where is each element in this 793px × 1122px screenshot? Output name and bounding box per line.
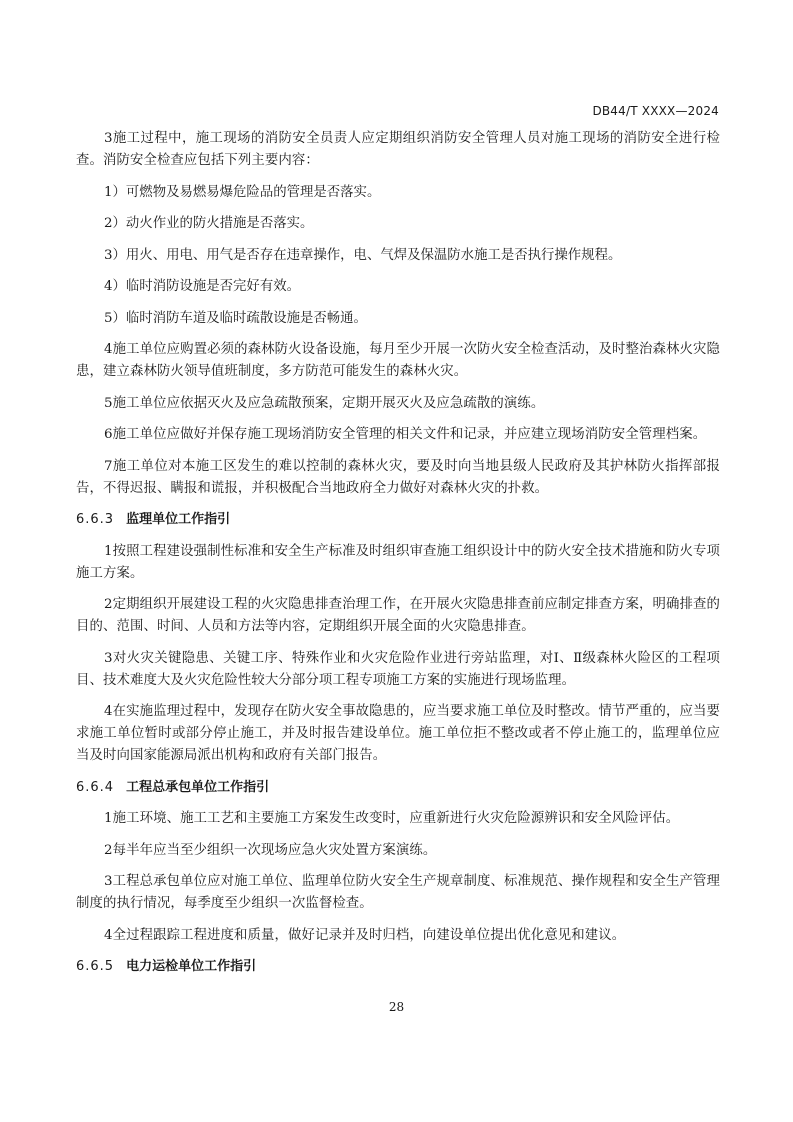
section-number: 6.6.4	[76, 779, 115, 795]
list-item: 5）临时消防车道及临时疏散设施是否畅通。	[104, 310, 367, 326]
section-heading	[76, 509, 720, 531]
document-body	[76, 128, 720, 988]
document-code: DB44/T XXXX—2024	[592, 104, 719, 118]
section-title: 工程总承包单位工作指引	[126, 779, 270, 795]
section-number: 6.6.5	[76, 959, 115, 974]
paragraph: 3对火灾关键隐患、关键工序、特殊作业和火灾危险作业进行旁站监理，对Ⅰ、Ⅱ级森林火险区的工程项目、技术难度大及火灾危险性较大分部分项工程专项施工方案的实施进行现场监理。	[76, 650, 720, 688]
section-title: 监理单位工作指引	[126, 512, 231, 527]
list-item: 3）用火、用电、用气是否存在违章操作，电、气焊及保温防水施工是否执行操作规程。	[104, 247, 622, 263]
paragraph: 4施工单位应购置必须的森林防火设备设施，每月至少开展一次防火安全检查活动，及时整治森林火灾隐患，建立森林防火领导值班制度，多方防范可能发生的森林火灾。	[76, 342, 720, 379]
paragraph: 6施工单位应做好并保存施工现场消防安全管理的相关文件和记录，并应建立现场消防安全管理档案。	[104, 427, 707, 442]
list-item: 2）动火作业的防火措施是否落实。	[104, 216, 314, 231]
paragraph: 1按照工程建设强制性标准和安全生产标准及时组织审查施工组织设计中的防火安全技术措施和防火专项施工方案。	[76, 543, 720, 581]
paragraph: 2每半年应当至少组织一次现场应急火灾处置方案演练。	[104, 842, 437, 858]
paragraph: 4全过程跟踪工程进度和质量，做好记录并及时归档，向建设单位提出优化意见和建议。	[104, 927, 626, 943]
paragraph: 7施工单位对本施工区发生的难以控制的森林火灾，要及时向当地县级人民政府及其护林防火指挥部报告，不得迟报、瞒报和谎报，并积极配合当地政府全力做好对森林火灾的扑救。	[76, 458, 720, 496]
paragraph: 3施工过程中，施工现场的消防安全员责人应定期组织消防安全管理人员对施工现场的消防安全进行检查。消防安全检查应包括下列主要内容：	[76, 131, 720, 168]
page-number: 28	[388, 1000, 405, 1014]
section-title: 电力运检单位工作指引	[126, 959, 257, 974]
list-item: 4）临时消防设施是否完好有效。	[104, 279, 300, 294]
paragraph: 1施工环境、施工工艺和主要施工方案发生改变时，应重新进行火灾危险源辨识和安全风险评估。	[104, 811, 680, 826]
section-heading	[76, 777, 720, 799]
paragraph: 2定期组织开展建设工程的火灾隐患排查治理工作，在开展火灾隐患排查前应制定排查方案，明确排查的目的、范围、时间、人员和方法等内容，定期组织开展全面的火灾隐患排查。	[76, 597, 720, 634]
paragraph: 5施工单位应依据灭火及应急疏散预案，定期开展灭火及应急疏散的演练。	[104, 395, 545, 411]
section-heading	[76, 956, 720, 978]
paragraph: 4在实施监理过程中，发现存在防火安全事故隐患的，应当要求施工单位及时整改。情节严重的，应当要求施工单位暂时或部分停止施工，并及时报告建设单位。施工单位拒不整改或者不停止施工的，监理单位应当及时向国家能源局派出机构和政府有关部门报告。	[76, 704, 720, 763]
section-number: 6.6.3	[76, 512, 115, 527]
list-item: 1）可燃物及易燃易爆危险品的管理是否落实。	[104, 184, 381, 200]
paragraph: 3工程总承包单位应对施工单位、监理单位防火安全生产规章制度、标准规范、操作规程和安全生产管理制度的执行情况，每季度至少组织一次监督检查。	[76, 874, 720, 911]
